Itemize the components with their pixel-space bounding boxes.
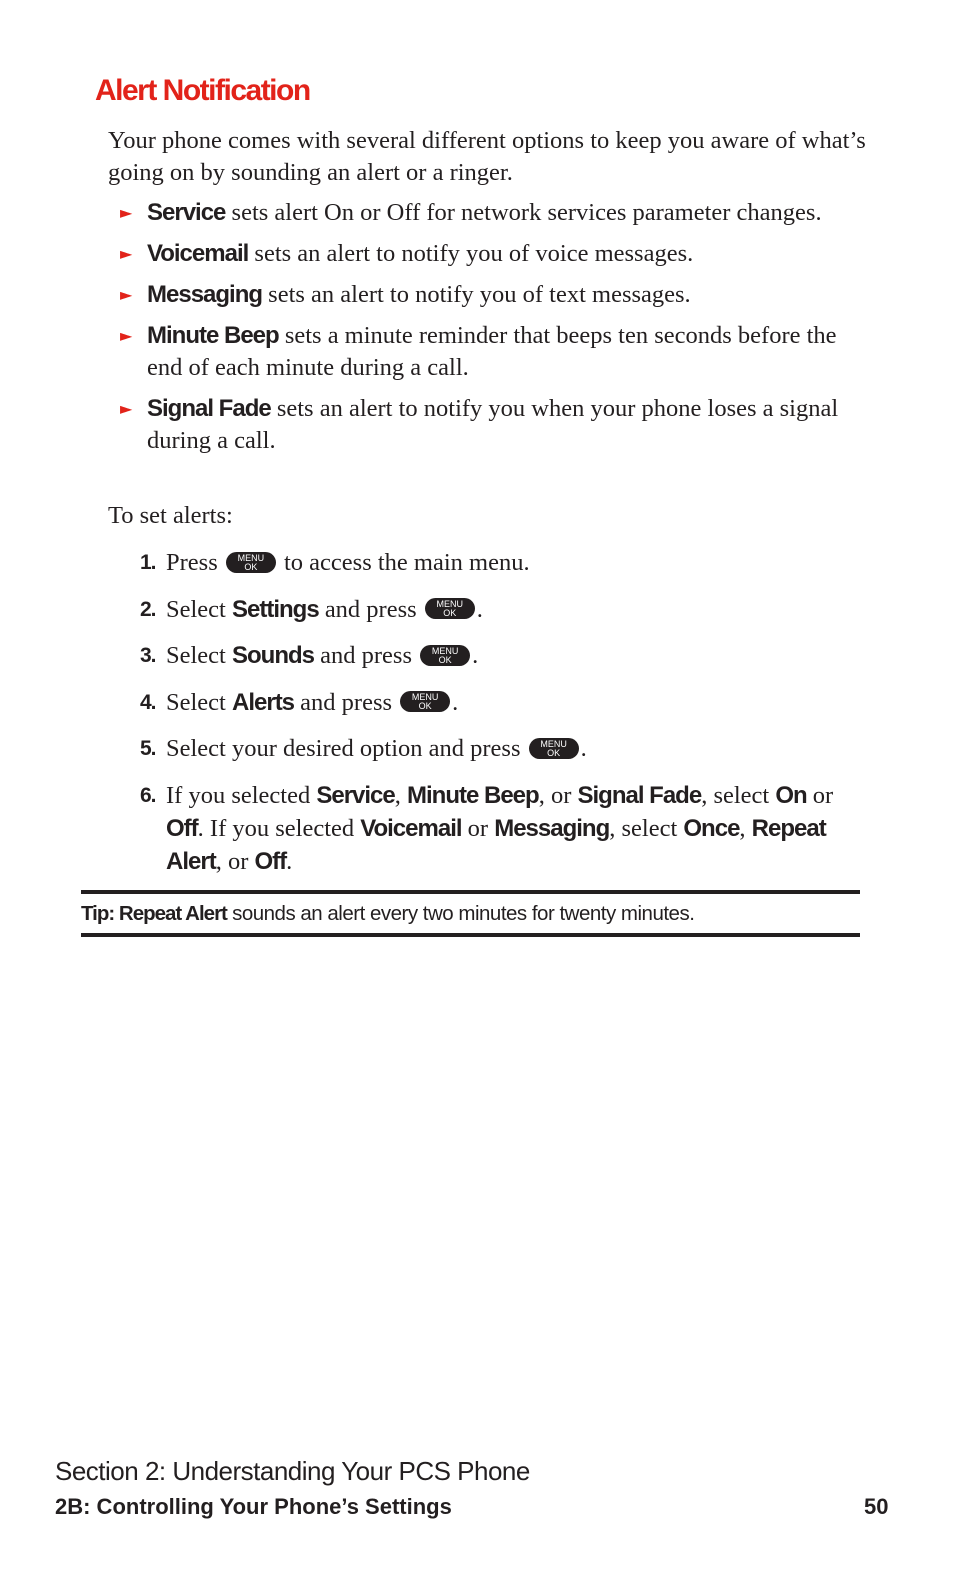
step-term: Service [316,781,395,809]
step-text: to access the main menu. [277,549,530,576]
step-text: Select [166,688,232,716]
step-term: Repeat Alert [166,814,826,875]
steps-intro: To set alerts: [108,502,233,529]
step-number: 3. [140,644,156,667]
menu-ok-key-icon [425,598,475,619]
option-term: Messaging [147,281,263,308]
step-text: . [580,735,587,762]
option-description: sets an alert to notify you when your phone loses a signal during a call. [147,395,839,454]
tip-box [81,890,860,937]
key-label-top: MENU [436,599,464,610]
step-term: Settings [232,595,319,623]
key-label-bottom: OK [244,561,258,572]
list-item [120,197,870,229]
step-text: . [472,642,479,669]
step-number: 6. [140,783,156,807]
step-text: Select your desired option and press [166,735,527,762]
step-term: Minute Beep [407,781,539,809]
option-term: Voicemail [147,240,249,267]
step-text: and press [314,642,419,669]
step-text: or [461,814,495,842]
step-number: 1. [140,551,156,574]
key-label-top: MENU [431,645,459,656]
bullet-arrow-icon: ► [120,244,133,263]
step-text: . [286,847,293,875]
step-2 [140,593,860,626]
step-term: Messaging [494,814,610,842]
step-text: If you selected [166,781,317,809]
option-description: sets alert On or Off for network services parameter changes. [225,199,822,226]
list-item [120,238,870,270]
step-text: , select [609,814,684,842]
step-term: Alerts [232,688,295,716]
step-text: Select [166,595,232,623]
list-item [120,279,870,311]
key-label-top: MENU [237,552,265,563]
tip-lead: Tip: Repeat Alert [81,902,227,925]
key-label-bottom: OK [443,608,457,619]
bullet-arrow-icon: ► [120,326,133,345]
option-term: Service [147,199,226,226]
step-term: Off [166,814,198,842]
step-term: Signal Fade [577,781,702,809]
step-text: Select [166,642,232,669]
step-3 [140,639,860,672]
list-item [120,393,870,457]
step-1 [140,546,860,579]
step-6 [140,779,860,878]
menu-ok-key-icon [420,645,470,666]
key-label-top: MENU [540,738,567,749]
intro-paragraph: Your phone comes with several different options to keep you aware of what’s going on by sounding an alert or a ringer. [108,127,866,186]
menu-ok-key-icon [529,738,579,759]
option-term: Minute Beep [147,322,279,349]
bullet-arrow-icon: ► [120,285,133,304]
step-text: , [739,814,752,842]
step-4 [140,686,860,719]
step-number: 2. [140,597,156,621]
step-text: and press [294,688,399,716]
footer-chapter-title: 2B: Controlling Your Phone’s Settings [55,1494,452,1519]
step-text: , or [215,847,255,875]
page-title: Alert Notification [95,74,310,107]
menu-ok-key-icon [226,552,276,573]
step-text: and press [318,595,423,623]
step-term: Off [254,847,287,875]
key-label-bottom: OK [547,747,561,758]
bullet-arrow-icon: ► [120,203,133,222]
step-number: 4. [140,690,156,714]
tip-text: sounds an alert every two minutes for twenty minutes. [226,902,695,925]
step-text: , or [538,781,578,809]
option-term: Signal Fade [147,395,271,422]
footer-section-title: Section 2: Understanding Your PCS Phone [55,1456,530,1486]
step-term: Voicemail [360,814,462,842]
key-label-top: MENU [411,692,439,703]
step-5 [140,732,860,765]
step-number: 5. [140,737,156,760]
steps-list [140,546,860,891]
option-description: sets an alert to notify you of voice messages. [248,240,694,267]
step-term: Once [683,814,740,842]
bullet-arrow-icon: ► [120,399,133,418]
option-description: sets a minute reminder that beeps ten seconds before the end of each minute during a call. [147,322,837,381]
step-text: . [476,595,483,623]
key-label-bottom: OK [438,654,452,665]
step-text: Press [166,549,224,576]
list-item [120,320,870,384]
key-label-bottom: OK [418,701,432,712]
step-text: , select [701,781,776,809]
step-term: On [775,781,807,809]
menu-ok-key-icon [400,691,450,712]
step-text: . [452,688,459,716]
step-text: . If you selected [197,814,361,842]
step-text: or [806,781,834,809]
page-number: 50 [864,1494,889,1519]
alert-option-list [120,197,870,466]
step-text: , [394,781,407,809]
option-description: sets an alert to notify you of text messages. [262,281,691,308]
step-term: Sounds [232,642,314,669]
